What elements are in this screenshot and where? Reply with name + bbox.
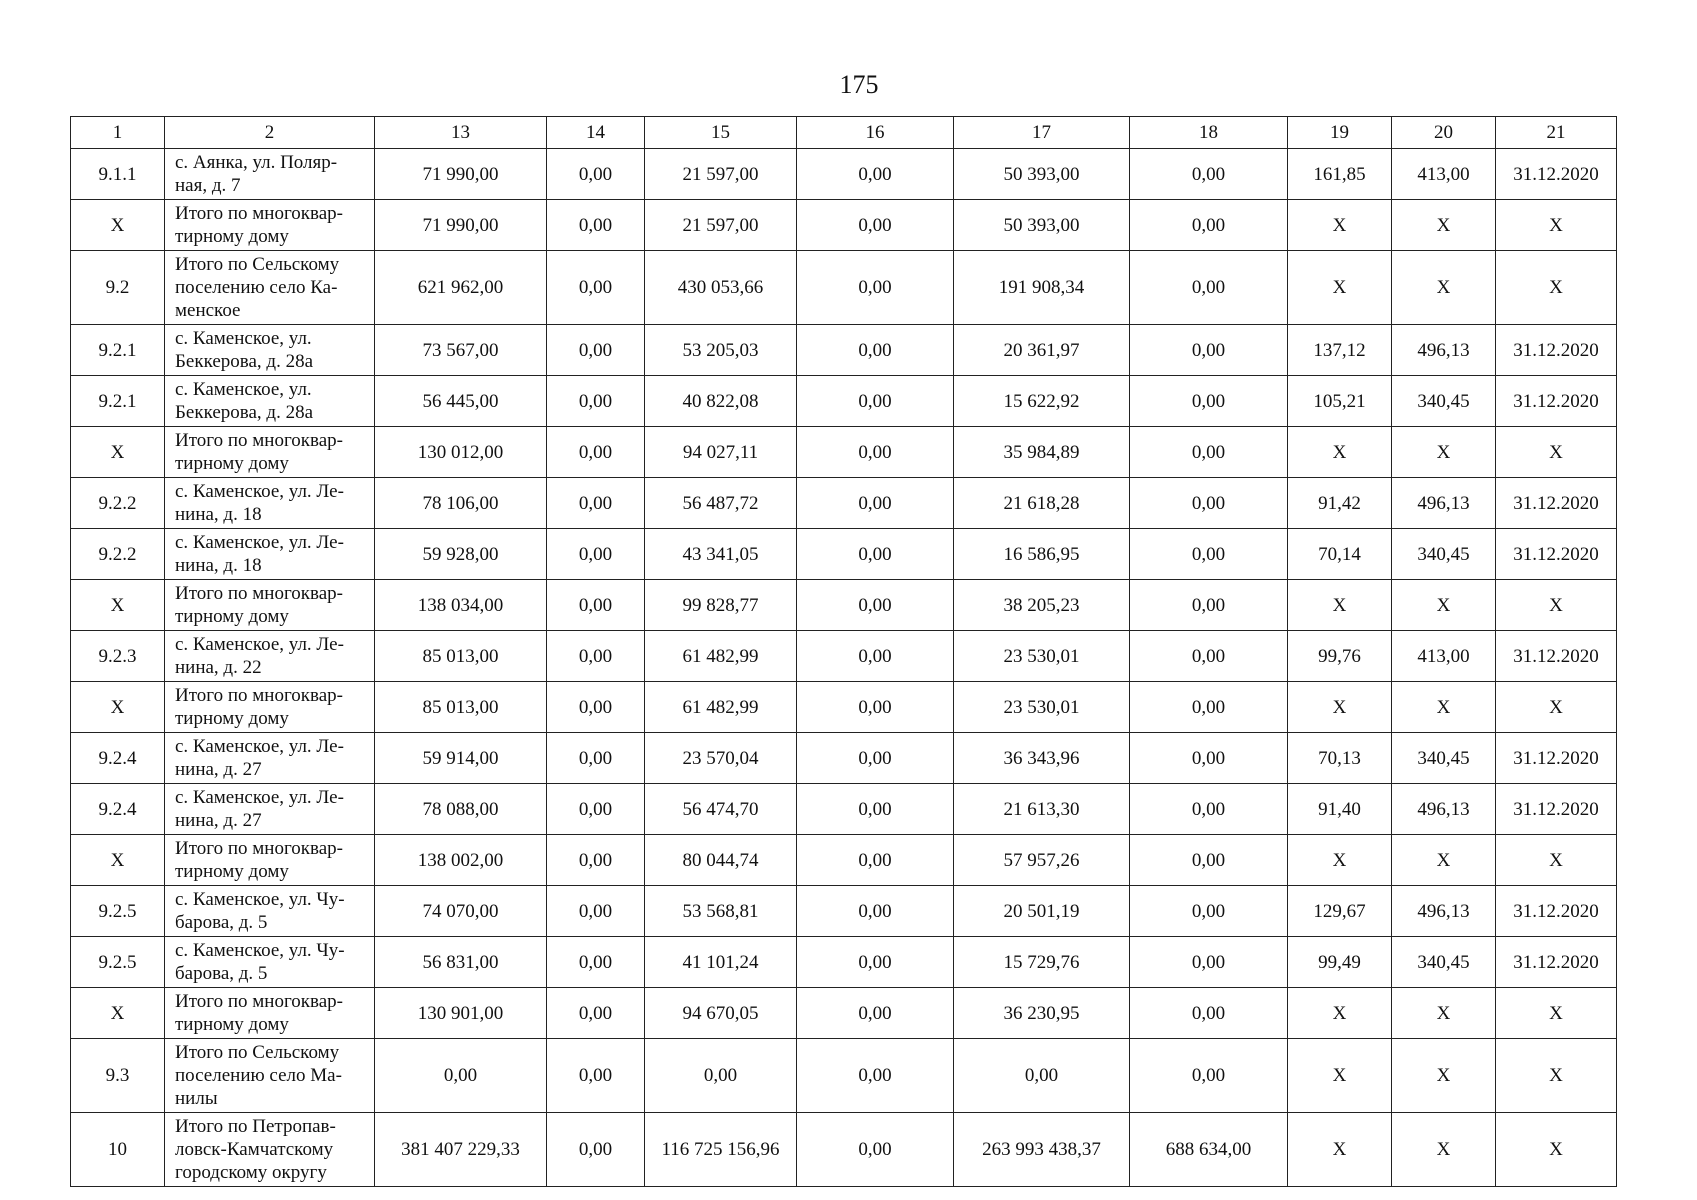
value-cell: X — [1392, 682, 1496, 733]
column-header: 1 — [71, 117, 165, 149]
row-number-cell: 9.3 — [71, 1039, 165, 1113]
table-row — [71, 149, 1617, 200]
value-cell: 381 407 229,33 — [375, 1113, 547, 1187]
value-cell: 0,00 — [1130, 376, 1288, 427]
value-cell: 0,00 — [1130, 682, 1288, 733]
value-cell: 0,00 — [797, 784, 954, 835]
table-row — [71, 1113, 1617, 1187]
value-cell: 99,76 — [1288, 631, 1392, 682]
value-cell: 0,00 — [1130, 325, 1288, 376]
value-cell: 16 586,95 — [954, 529, 1130, 580]
value-cell: 99,49 — [1288, 937, 1392, 988]
table-row — [71, 200, 1617, 251]
value-cell: 0,00 — [547, 200, 645, 251]
value-cell: 0,00 — [547, 478, 645, 529]
value-cell: 0,00 — [547, 580, 645, 631]
table-row — [71, 427, 1617, 478]
value-cell: 56 474,70 — [645, 784, 797, 835]
value-cell: 0,00 — [645, 1039, 797, 1113]
value-cell: 99 828,77 — [645, 580, 797, 631]
value-cell: 91,42 — [1288, 478, 1392, 529]
value-cell: 0,00 — [547, 529, 645, 580]
value-cell: 0,00 — [547, 733, 645, 784]
value-cell: 191 908,34 — [954, 251, 1130, 325]
value-cell: 23 530,01 — [954, 682, 1130, 733]
row-number-cell: 9.2.4 — [71, 733, 165, 784]
value-cell: 0,00 — [547, 784, 645, 835]
value-cell: X — [1288, 1039, 1392, 1113]
value-cell: 0,00 — [547, 376, 645, 427]
value-cell: 688 634,00 — [1130, 1113, 1288, 1187]
value-cell: 35 984,89 — [954, 427, 1130, 478]
value-cell: 0,00 — [1130, 784, 1288, 835]
value-cell: 116 725 156,96 — [645, 1113, 797, 1187]
value-cell: 0,00 — [797, 733, 954, 784]
row-number-cell: 9.2.2 — [71, 529, 165, 580]
value-cell: X — [1288, 251, 1392, 325]
address-cell: Итого по Сельскому поселению село Ма- нилы — [165, 1039, 375, 1113]
value-cell: 340,45 — [1392, 529, 1496, 580]
value-cell: 31.12.2020 — [1496, 733, 1617, 784]
value-cell: 621 962,00 — [375, 251, 547, 325]
table-row — [71, 835, 1617, 886]
value-cell: 0,00 — [797, 529, 954, 580]
value-cell: 94 027,11 — [645, 427, 797, 478]
row-number-cell: 9.2 — [71, 251, 165, 325]
value-cell: X — [1496, 427, 1617, 478]
value-cell: 41 101,24 — [645, 937, 797, 988]
value-cell: 0,00 — [1130, 1039, 1288, 1113]
address-cell: Итого по многоквар- тирному дому — [165, 427, 375, 478]
table-row — [71, 478, 1617, 529]
value-cell: 0,00 — [547, 251, 645, 325]
value-cell: 20 501,19 — [954, 886, 1130, 937]
value-cell: 61 482,99 — [645, 682, 797, 733]
value-cell: 50 393,00 — [954, 149, 1130, 200]
value-cell: X — [1288, 580, 1392, 631]
value-cell: 0,00 — [547, 149, 645, 200]
value-cell: X — [1496, 200, 1617, 251]
address-cell: Итого по многоквар- тирному дому — [165, 835, 375, 886]
value-cell: 430 053,66 — [645, 251, 797, 325]
row-number-cell: X — [71, 682, 165, 733]
value-cell: 0,00 — [1130, 529, 1288, 580]
value-cell: 496,13 — [1392, 784, 1496, 835]
value-cell: 21 618,28 — [954, 478, 1130, 529]
value-cell: 71 990,00 — [375, 149, 547, 200]
value-cell: 0,00 — [547, 325, 645, 376]
column-header: 18 — [1130, 117, 1288, 149]
table-row — [71, 886, 1617, 937]
value-cell: 161,85 — [1288, 149, 1392, 200]
value-cell: 0,00 — [797, 580, 954, 631]
value-cell: 0,00 — [375, 1039, 547, 1113]
row-number-cell: X — [71, 835, 165, 886]
value-cell: X — [1392, 200, 1496, 251]
value-cell: 31.12.2020 — [1496, 937, 1617, 988]
value-cell: 138 034,00 — [375, 580, 547, 631]
value-cell: 0,00 — [547, 937, 645, 988]
table-row — [71, 784, 1617, 835]
value-cell: 94 670,05 — [645, 988, 797, 1039]
value-cell: 263 993 438,37 — [954, 1113, 1130, 1187]
value-cell: 31.12.2020 — [1496, 149, 1617, 200]
address-cell: с. Каменское, ул. Чу- барова, д. 5 — [165, 886, 375, 937]
value-cell: 31.12.2020 — [1496, 325, 1617, 376]
value-cell: 0,00 — [797, 937, 954, 988]
row-number-cell: 9.1.1 — [71, 149, 165, 200]
value-cell: 56 445,00 — [375, 376, 547, 427]
value-cell: X — [1288, 682, 1392, 733]
value-cell: 0,00 — [1130, 149, 1288, 200]
table-row — [71, 682, 1617, 733]
value-cell: 0,00 — [1130, 886, 1288, 937]
value-cell: 0,00 — [547, 427, 645, 478]
value-cell: 0,00 — [1130, 478, 1288, 529]
value-cell: 0,00 — [797, 988, 954, 1039]
value-cell: X — [1392, 1039, 1496, 1113]
row-number-cell: X — [71, 427, 165, 478]
value-cell: 0,00 — [797, 251, 954, 325]
value-cell: 50 393,00 — [954, 200, 1130, 251]
value-cell: 71 990,00 — [375, 200, 547, 251]
value-cell: 59 914,00 — [375, 733, 547, 784]
value-cell: 0,00 — [1130, 427, 1288, 478]
value-cell: 20 361,97 — [954, 325, 1130, 376]
value-cell: 0,00 — [797, 325, 954, 376]
row-number-cell: 9.2.1 — [71, 376, 165, 427]
address-cell: с. Каменское, ул. Беккерова, д. 28а — [165, 325, 375, 376]
value-cell: 138 002,00 — [375, 835, 547, 886]
value-cell: 496,13 — [1392, 886, 1496, 937]
value-cell: 0,00 — [797, 427, 954, 478]
value-cell: 105,21 — [1288, 376, 1392, 427]
row-number-cell: 9.2.4 — [71, 784, 165, 835]
value-cell: 496,13 — [1392, 478, 1496, 529]
table-row — [71, 251, 1617, 325]
table-row — [71, 325, 1617, 376]
value-cell: X — [1288, 835, 1392, 886]
value-cell: 129,67 — [1288, 886, 1392, 937]
value-cell: 0,00 — [547, 1039, 645, 1113]
row-number-cell: 9.2.1 — [71, 325, 165, 376]
value-cell: X — [1392, 835, 1496, 886]
value-cell: 0,00 — [797, 376, 954, 427]
value-cell: 340,45 — [1392, 937, 1496, 988]
value-cell: X — [1392, 1113, 1496, 1187]
value-cell: 70,13 — [1288, 733, 1392, 784]
value-cell: 0,00 — [1130, 937, 1288, 988]
table-row — [71, 733, 1617, 784]
value-cell: 0,00 — [547, 682, 645, 733]
value-cell: 0,00 — [1130, 251, 1288, 325]
value-cell: X — [1392, 251, 1496, 325]
address-cell: с. Аянка, ул. Поляр- ная, д. 7 — [165, 149, 375, 200]
value-cell: 80 044,74 — [645, 835, 797, 886]
value-cell: 31.12.2020 — [1496, 631, 1617, 682]
value-cell: 56 487,72 — [645, 478, 797, 529]
value-cell: 413,00 — [1392, 149, 1496, 200]
value-cell: 0,00 — [1130, 733, 1288, 784]
value-cell: 0,00 — [797, 682, 954, 733]
value-cell: 0,00 — [797, 835, 954, 886]
value-cell: 78 106,00 — [375, 478, 547, 529]
value-cell: 15 729,76 — [954, 937, 1130, 988]
value-cell: 0,00 — [547, 886, 645, 937]
value-cell: 74 070,00 — [375, 886, 547, 937]
row-number-cell: X — [71, 580, 165, 631]
value-cell: X — [1392, 427, 1496, 478]
value-cell: 31.12.2020 — [1496, 376, 1617, 427]
value-cell: 130 012,00 — [375, 427, 547, 478]
value-cell: 413,00 — [1392, 631, 1496, 682]
table-body — [71, 149, 1617, 1187]
table-row — [71, 937, 1617, 988]
value-cell: 130 901,00 — [375, 988, 547, 1039]
value-cell: 36 343,96 — [954, 733, 1130, 784]
table-row — [71, 529, 1617, 580]
value-cell: 38 205,23 — [954, 580, 1130, 631]
value-cell: X — [1496, 251, 1617, 325]
value-cell: 31.12.2020 — [1496, 784, 1617, 835]
column-header: 20 — [1392, 117, 1496, 149]
value-cell: 21 613,30 — [954, 784, 1130, 835]
value-cell: 0,00 — [1130, 580, 1288, 631]
value-cell: X — [1496, 1039, 1617, 1113]
value-cell: 0,00 — [547, 631, 645, 682]
column-header: 14 — [547, 117, 645, 149]
row-number-cell: 9.2.5 — [71, 937, 165, 988]
column-header: 19 — [1288, 117, 1392, 149]
column-header: 16 — [797, 117, 954, 149]
value-cell: X — [1288, 200, 1392, 251]
address-cell: Итого по многоквар- тирному дому — [165, 200, 375, 251]
table-row — [71, 1039, 1617, 1113]
value-cell: 0,00 — [797, 1113, 954, 1187]
address-cell: с. Каменское, ул. Беккерова, д. 28а — [165, 376, 375, 427]
address-cell: с. Каменское, ул. Ле- нина, д. 27 — [165, 784, 375, 835]
value-cell: 0,00 — [1130, 835, 1288, 886]
value-cell: X — [1392, 580, 1496, 631]
value-cell: X — [1496, 835, 1617, 886]
value-cell: 0,00 — [547, 835, 645, 886]
value-cell: X — [1496, 988, 1617, 1039]
value-cell: X — [1496, 682, 1617, 733]
header-row — [71, 117, 1617, 149]
value-cell: 31.12.2020 — [1496, 886, 1617, 937]
address-cell: с. Каменское, ул. Ле- нина, д. 27 — [165, 733, 375, 784]
value-cell: 56 831,00 — [375, 937, 547, 988]
row-number-cell: X — [71, 988, 165, 1039]
value-cell: 0,00 — [797, 149, 954, 200]
address-cell: с. Каменское, ул. Ле- нина, д. 22 — [165, 631, 375, 682]
value-cell: 23 570,04 — [645, 733, 797, 784]
page-number: 175 — [839, 70, 879, 99]
address-cell: Итого по многоквар- тирному дому — [165, 988, 375, 1039]
value-cell: X — [1496, 580, 1617, 631]
column-header: 21 — [1496, 117, 1617, 149]
address-cell: Итого по Петропав- ловск-Камчатскому городскому округу — [165, 1113, 375, 1187]
value-cell: X — [1392, 988, 1496, 1039]
value-cell: 53 205,03 — [645, 325, 797, 376]
value-cell: 53 568,81 — [645, 886, 797, 937]
value-cell: 15 622,92 — [954, 376, 1130, 427]
table-row — [71, 631, 1617, 682]
value-cell: 43 341,05 — [645, 529, 797, 580]
value-cell: X — [1288, 427, 1392, 478]
row-number-cell: 10 — [71, 1113, 165, 1187]
address-cell: с. Каменское, ул. Ле- нина, д. 18 — [165, 529, 375, 580]
address-cell: Итого по многоквар- тирному дому — [165, 682, 375, 733]
column-header: 17 — [954, 117, 1130, 149]
value-cell: 70,14 — [1288, 529, 1392, 580]
value-cell: 36 230,95 — [954, 988, 1130, 1039]
value-cell: 23 530,01 — [954, 631, 1130, 682]
value-cell: 85 013,00 — [375, 631, 547, 682]
value-cell: 73 567,00 — [375, 325, 547, 376]
row-number-cell: 9.2.3 — [71, 631, 165, 682]
address-cell: с. Каменское, ул. Чу- барова, д. 5 — [165, 937, 375, 988]
value-cell: 340,45 — [1392, 376, 1496, 427]
row-number-cell: 9.2.5 — [71, 886, 165, 937]
value-cell: 0,00 — [954, 1039, 1130, 1113]
value-cell: 91,40 — [1288, 784, 1392, 835]
value-cell: X — [1496, 1113, 1617, 1187]
value-cell: 0,00 — [1130, 988, 1288, 1039]
value-cell: 137,12 — [1288, 325, 1392, 376]
table-row — [71, 988, 1617, 1039]
column-header: 2 — [165, 117, 375, 149]
value-cell: 21 597,00 — [645, 200, 797, 251]
value-cell: 57 957,26 — [954, 835, 1130, 886]
address-cell: с. Каменское, ул. Ле- нина, д. 18 — [165, 478, 375, 529]
data-table — [70, 116, 1617, 1187]
value-cell: 85 013,00 — [375, 682, 547, 733]
value-cell: 0,00 — [797, 631, 954, 682]
table-row — [71, 580, 1617, 631]
value-cell: 61 482,99 — [645, 631, 797, 682]
row-number-cell: 9.2.2 — [71, 478, 165, 529]
value-cell: 0,00 — [547, 988, 645, 1039]
table-row — [71, 376, 1617, 427]
value-cell: 0,00 — [1130, 200, 1288, 251]
value-cell: 0,00 — [797, 886, 954, 937]
address-cell: Итого по многоквар- тирному дому — [165, 580, 375, 631]
column-header: 15 — [645, 117, 797, 149]
value-cell: 59 928,00 — [375, 529, 547, 580]
value-cell: 0,00 — [547, 1113, 645, 1187]
address-cell: Итого по Сельскому поселению село Ка- менское — [165, 251, 375, 325]
value-cell: 0,00 — [1130, 631, 1288, 682]
value-cell: 0,00 — [797, 200, 954, 251]
value-cell: 31.12.2020 — [1496, 529, 1617, 580]
value-cell: 40 822,08 — [645, 376, 797, 427]
value-cell: 0,00 — [797, 1039, 954, 1113]
value-cell: 78 088,00 — [375, 784, 547, 835]
row-number-cell: X — [71, 200, 165, 251]
value-cell: 21 597,00 — [645, 149, 797, 200]
value-cell: 0,00 — [797, 478, 954, 529]
value-cell: X — [1288, 988, 1392, 1039]
value-cell: X — [1288, 1113, 1392, 1187]
value-cell: 496,13 — [1392, 325, 1496, 376]
column-header: 13 — [375, 117, 547, 149]
value-cell: 31.12.2020 — [1496, 478, 1617, 529]
value-cell: 340,45 — [1392, 733, 1496, 784]
